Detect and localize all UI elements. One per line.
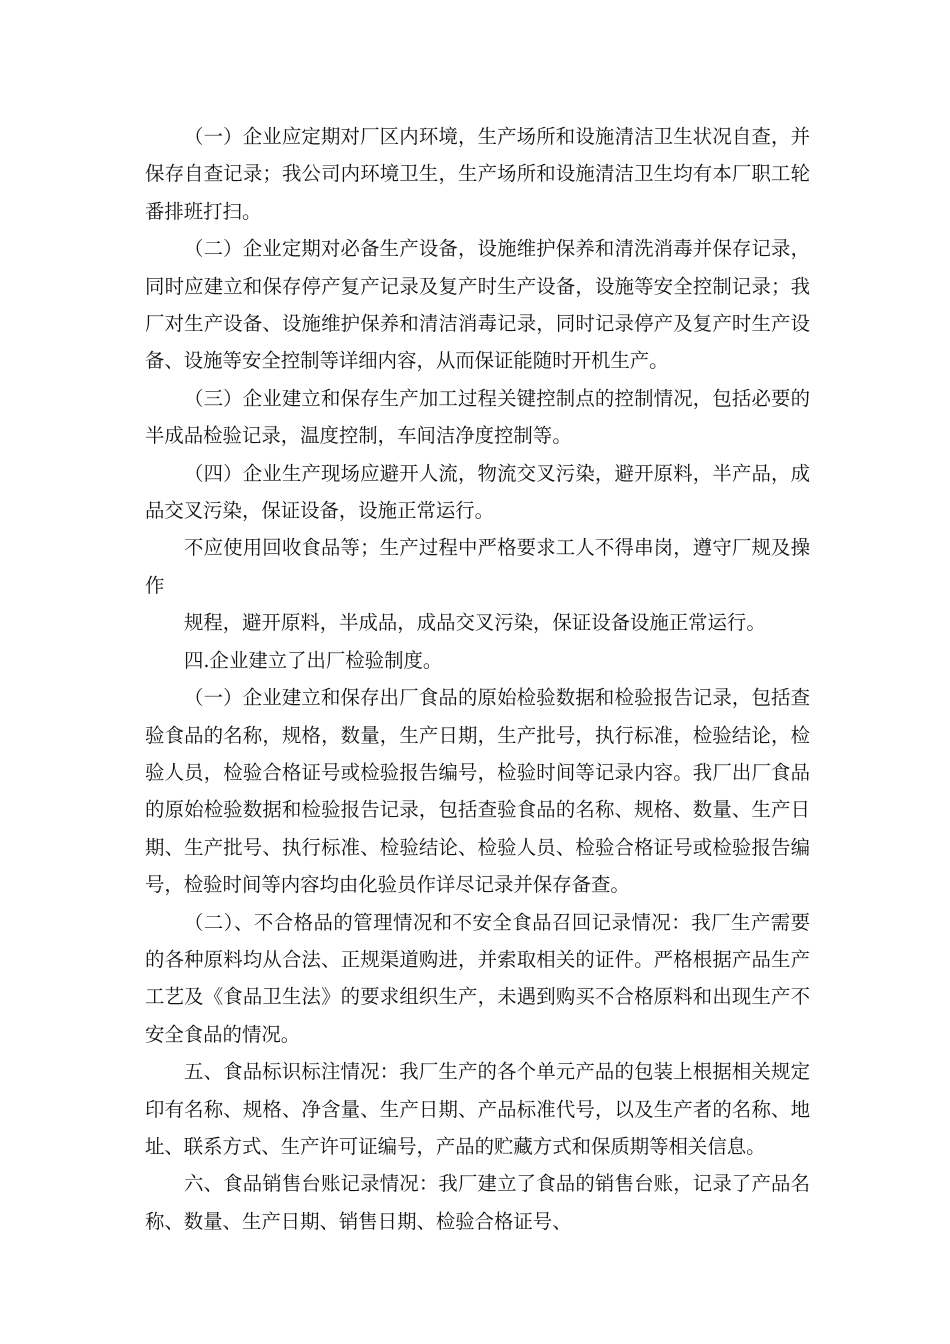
paragraph-food-labeling: 五、食品标识标注情况：我厂生产的各个单元产品的包装上根据相关规定印有名称、规格、净含量、生产日期、产品标准代号，以及生产者的名称、地址、联系方式、生产许可证编号，产品的贮藏方式和保质期等相关信息。 xyxy=(145,1060,810,1158)
document-body xyxy=(145,118,810,1240)
paragraph-recycled-food: 不应使用回收食品等；生产过程中严格要求工人不得串岗，遵守厂规及操作 xyxy=(145,536,810,597)
paragraph-nonconforming-products: （二）、不合格品的管理情况和不安全食品召回记录情况：我厂生产需要的各种原料均从合法、正规渠道购进，并索取相关的证件。严格根据产品生产工艺及《食品卫生法》的要求组织生产，未遇到购买不合格原料和出现生产不安全食品的情况。 xyxy=(145,910,810,1046)
paragraph-sales-ledger: 六、食品销售台账记录情况：我厂建立了食品的销售台账，记录了产品名称、数量、生产日期、销售日期、检验合格证号、 xyxy=(145,1172,810,1233)
paragraph-procedures-continuation: 规程，避开原料，半成品，成品交叉污染，保证设备设施正常运行。 xyxy=(184,611,766,635)
paragraph-hygiene-self-check: （一）企业应定期对厂区内环境，生产场所和设施清洁卫生状况自查，并保存自查记录；我公司内环境卫生，生产场所和设施清洁卫生均有本厂职工轮番排班打扫。 xyxy=(145,125,810,223)
paragraph-critical-control-points: （三）企业建立和保存生产加工过程关键控制点的控制情况，包括必要的半成品检验记录，温度控制，车间洁净度控制等。 xyxy=(145,386,810,448)
section-heading-factory-inspection: 四.企业建立了出厂检验制度。 xyxy=(184,648,443,672)
paragraph-equipment-maintenance: （二）企业定期对必备生产设备，设施维护保养和清洗消毒并保存记录，同时应建立和保存停产复产记录及复产时生产设备，设施等安全控制记录；我厂对生产设备、设施维护保养和清洁消毒记录，同时记录停产及复产时生产设备、设施等安全控制等详细内容，从而保证能随时开机生产。 xyxy=(145,237,810,373)
paragraph-inspection-records: （一）企业建立和保存出厂食品的原始检验数据和检验报告记录，包括查验食品的名称，规格，数量，生产日期，生产批号，执行标准，检验结论，检验人员，检验合格证号或检验报告编号，检验时间等记录内容。我厂出厂食品的原始检验数据和检验报告记录，包括查验食品的名称、规格、数量、生产日期、生产批号、执行标准、检验结论、检验人员、检验合格证号或检验报告编号，检验时间等内容均由化验员作详尽记录并保存备查。 xyxy=(145,686,810,897)
paragraph-cross-contamination: （四）企业生产现场应避开人流，物流交叉污染，避开原料，半产品，成品交叉污染，保证设备，设施正常运行。 xyxy=(145,461,810,523)
